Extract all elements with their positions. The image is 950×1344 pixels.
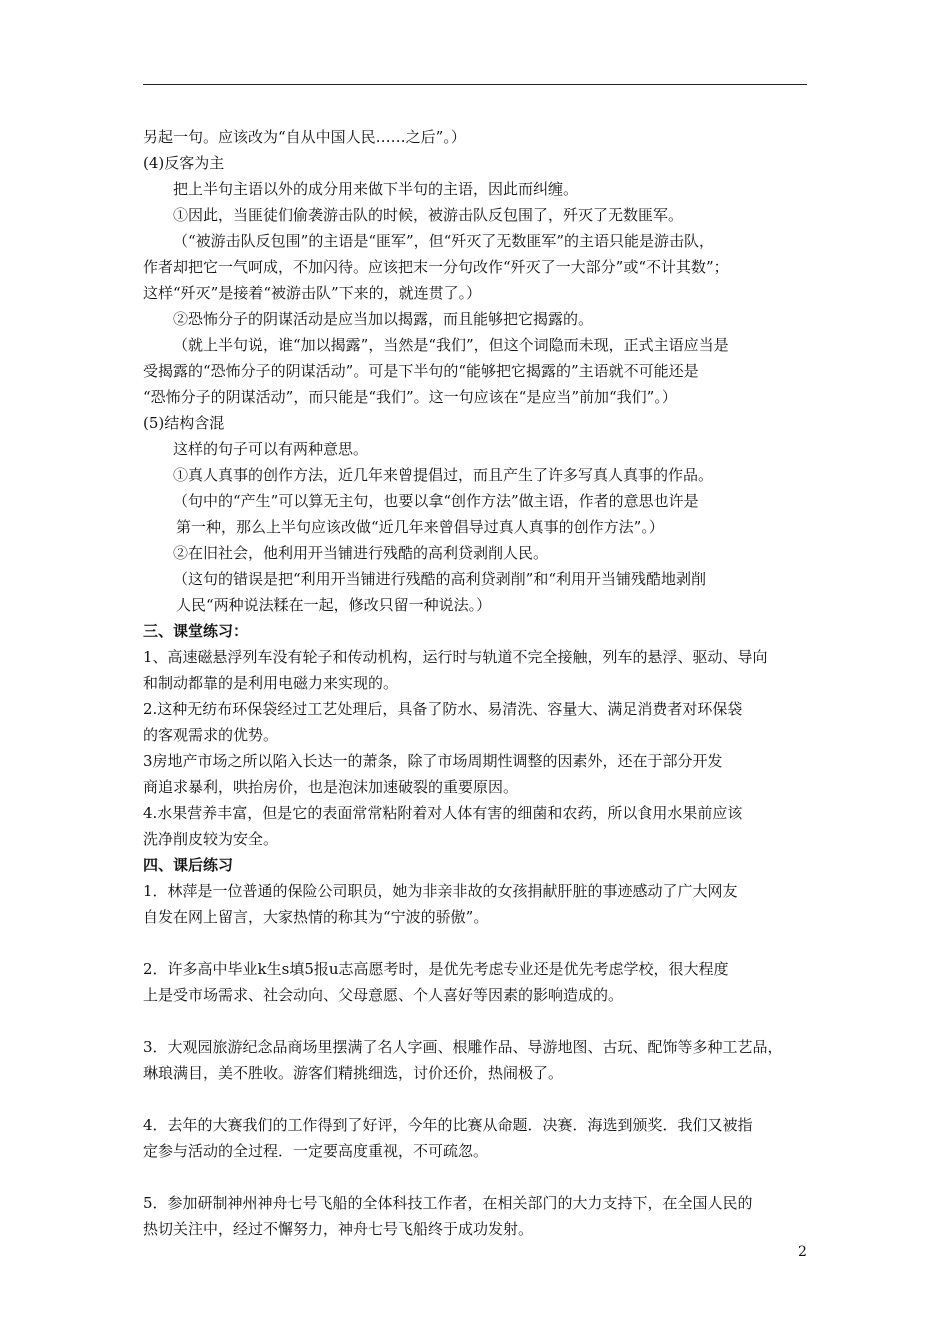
item-title: (4)反客为主	[143, 154, 225, 172]
example-note: （这句的错误是把“利用开当铺进行残酷的高利贷剥削”和“利用开当铺残酷地剥削	[173, 570, 707, 588]
exercise-line: 2.这种无纺布环保袋经过工艺处理后，具备了防水、易清洗、容量大、满足消费者对环保袋	[143, 700, 743, 718]
example-note: （就上半句说，谁“加以揭露”，当然是“我们”，但这个词隐而未现，正式主语应当是	[173, 336, 729, 354]
example-note: （“被游击队反包围”的主语是“匪军”，但“歼灭了无数匪军”的主语只能是游击队，	[173, 232, 715, 250]
exercise-line: 洗净削皮较为安全。	[143, 830, 279, 848]
exercise-line: 自发在网上留言，大家热情的称其为“宁波的骄傲”。	[143, 908, 489, 926]
example-note: 这样“歼灭”是接着“被游击队”下来的，就连贯了。）	[143, 284, 482, 302]
exercise-line: 4．去年的大赛我们的工作得到了好评，今年的比赛从命题．决赛．海选到颁奖．我们又被指	[143, 1116, 753, 1134]
exercise-line: 热切关注中，经过不懈努力，神舟七号飞船终于成功发射。	[143, 1220, 534, 1238]
exercise-line: 1．林萍是一位普通的保险公司职员，她为非亲非故的女孩捐献肝脏的事迹感动了广大网友	[143, 882, 738, 900]
example-sentence: ②恐怖分子的阴谋活动是应当加以揭露，而且能够把它揭露的。	[173, 310, 594, 328]
section-heading-classroom-practice: 三、课堂练习：	[143, 622, 249, 640]
example-note: 第一种，那么上半句应该改做“近几年来曾倡导过真人真事的创作方法”。）	[176, 518, 664, 536]
header-rule	[143, 84, 807, 85]
example-note: 人民“两种说法糅在一起，修改只留一种说法。）	[176, 596, 492, 614]
exercise-line: 琳琅满目，美不胜收。游客们精挑细选，讨价还价，热闹极了。	[143, 1064, 564, 1082]
example-sentence: ②在旧社会，他利用开当铺进行残酷的高利贷剥削人民。	[173, 544, 549, 562]
exercise-line: 2．许多高中毕业k生s填5报u志高愿考时，是优先考虑专业还是优先考虑学校，很大程度	[143, 960, 729, 978]
example-sentence: ①因此，当匪徒们偷袭游击队的时候，被游击队反包围了，歼灭了无数匪军。	[173, 206, 684, 224]
document-body	[143, 124, 815, 1242]
blank-line	[143, 1086, 815, 1112]
exercise-line: 的客观需求的优势。	[143, 726, 279, 744]
page-number: 2	[798, 1244, 807, 1260]
exercise-line: 和制动都靠的是利用电磁力来实现的。	[143, 674, 399, 692]
blank-line	[143, 930, 815, 956]
exercise-line: 1、高速磁悬浮列车没有轮子和传动机构，运行时与轨道不完全接触，列车的悬浮、驱动、导向	[143, 648, 768, 666]
example-note: （句中的“产生”可以算无主句，也要以拿“创作方法”做主语，作者的意思也许是	[173, 492, 699, 510]
exercise-line: 上是受市场需求、社会动向、父母意愿、个人喜好等因素的影响造成的。	[143, 986, 624, 1004]
section-heading-homework: 四、课后练习	[143, 856, 234, 874]
exercise-line: 商追求暴利，哄抬房价，也是泡沫加速破裂的重要原因。	[143, 778, 519, 796]
exercise-line: 4.水果营养丰富，但是它的表面常常粘附着对人体有害的细菌和农药，所以食用水果前应该	[143, 804, 743, 822]
item-description: 这样的句子可以有两种意思。	[173, 440, 369, 458]
blank-line	[143, 1164, 815, 1190]
text-line: 另起一句。应该改为“自从中国人民……之后”。）	[143, 128, 466, 146]
exercise-line: 定参与活动的全过程．一定要高度重视，不可疏忽。	[143, 1142, 489, 1160]
exercise-line: 3房地产市场之所以陷入长达一的萧条，除了市场周期性调整的因素外，还在于部分开发	[143, 752, 723, 770]
blank-line	[143, 1008, 815, 1034]
item-description: 把上半句主语以外的成分用来做下半句的主语，因此而纠缠。	[173, 180, 579, 198]
example-note: 受揭露的“恐怖分子的阴谋活动”。可是下半句的“能够把它揭露的”主语就不可能还是	[143, 362, 699, 380]
exercise-line: 3．大观园旅游纪念品商场里摆满了名人字画、根雕作品、导游地图、古玩、配饰等多种工艺品，	[143, 1038, 783, 1056]
exercise-line: 5．参加研制神州神舟七号飞船的全体科技工作者，在相关部门的大力支持下，在全国人民的	[143, 1194, 753, 1212]
item-title: (5)结构含混	[143, 414, 225, 432]
example-note: 作者却把它一气呵成，不加闪待。应该把末一分句改作“歼灭了一大部分”或“不计其数”；	[143, 258, 729, 276]
example-sentence: ①真人真事的创作方法，近几年来曾提倡过，而且产生了许多写真人真事的作品。	[173, 466, 714, 484]
example-note: “恐怖分子的阴谋活动”，而只能是“我们”。这一句应该在“是应当”前加“我们”。）	[143, 388, 677, 406]
